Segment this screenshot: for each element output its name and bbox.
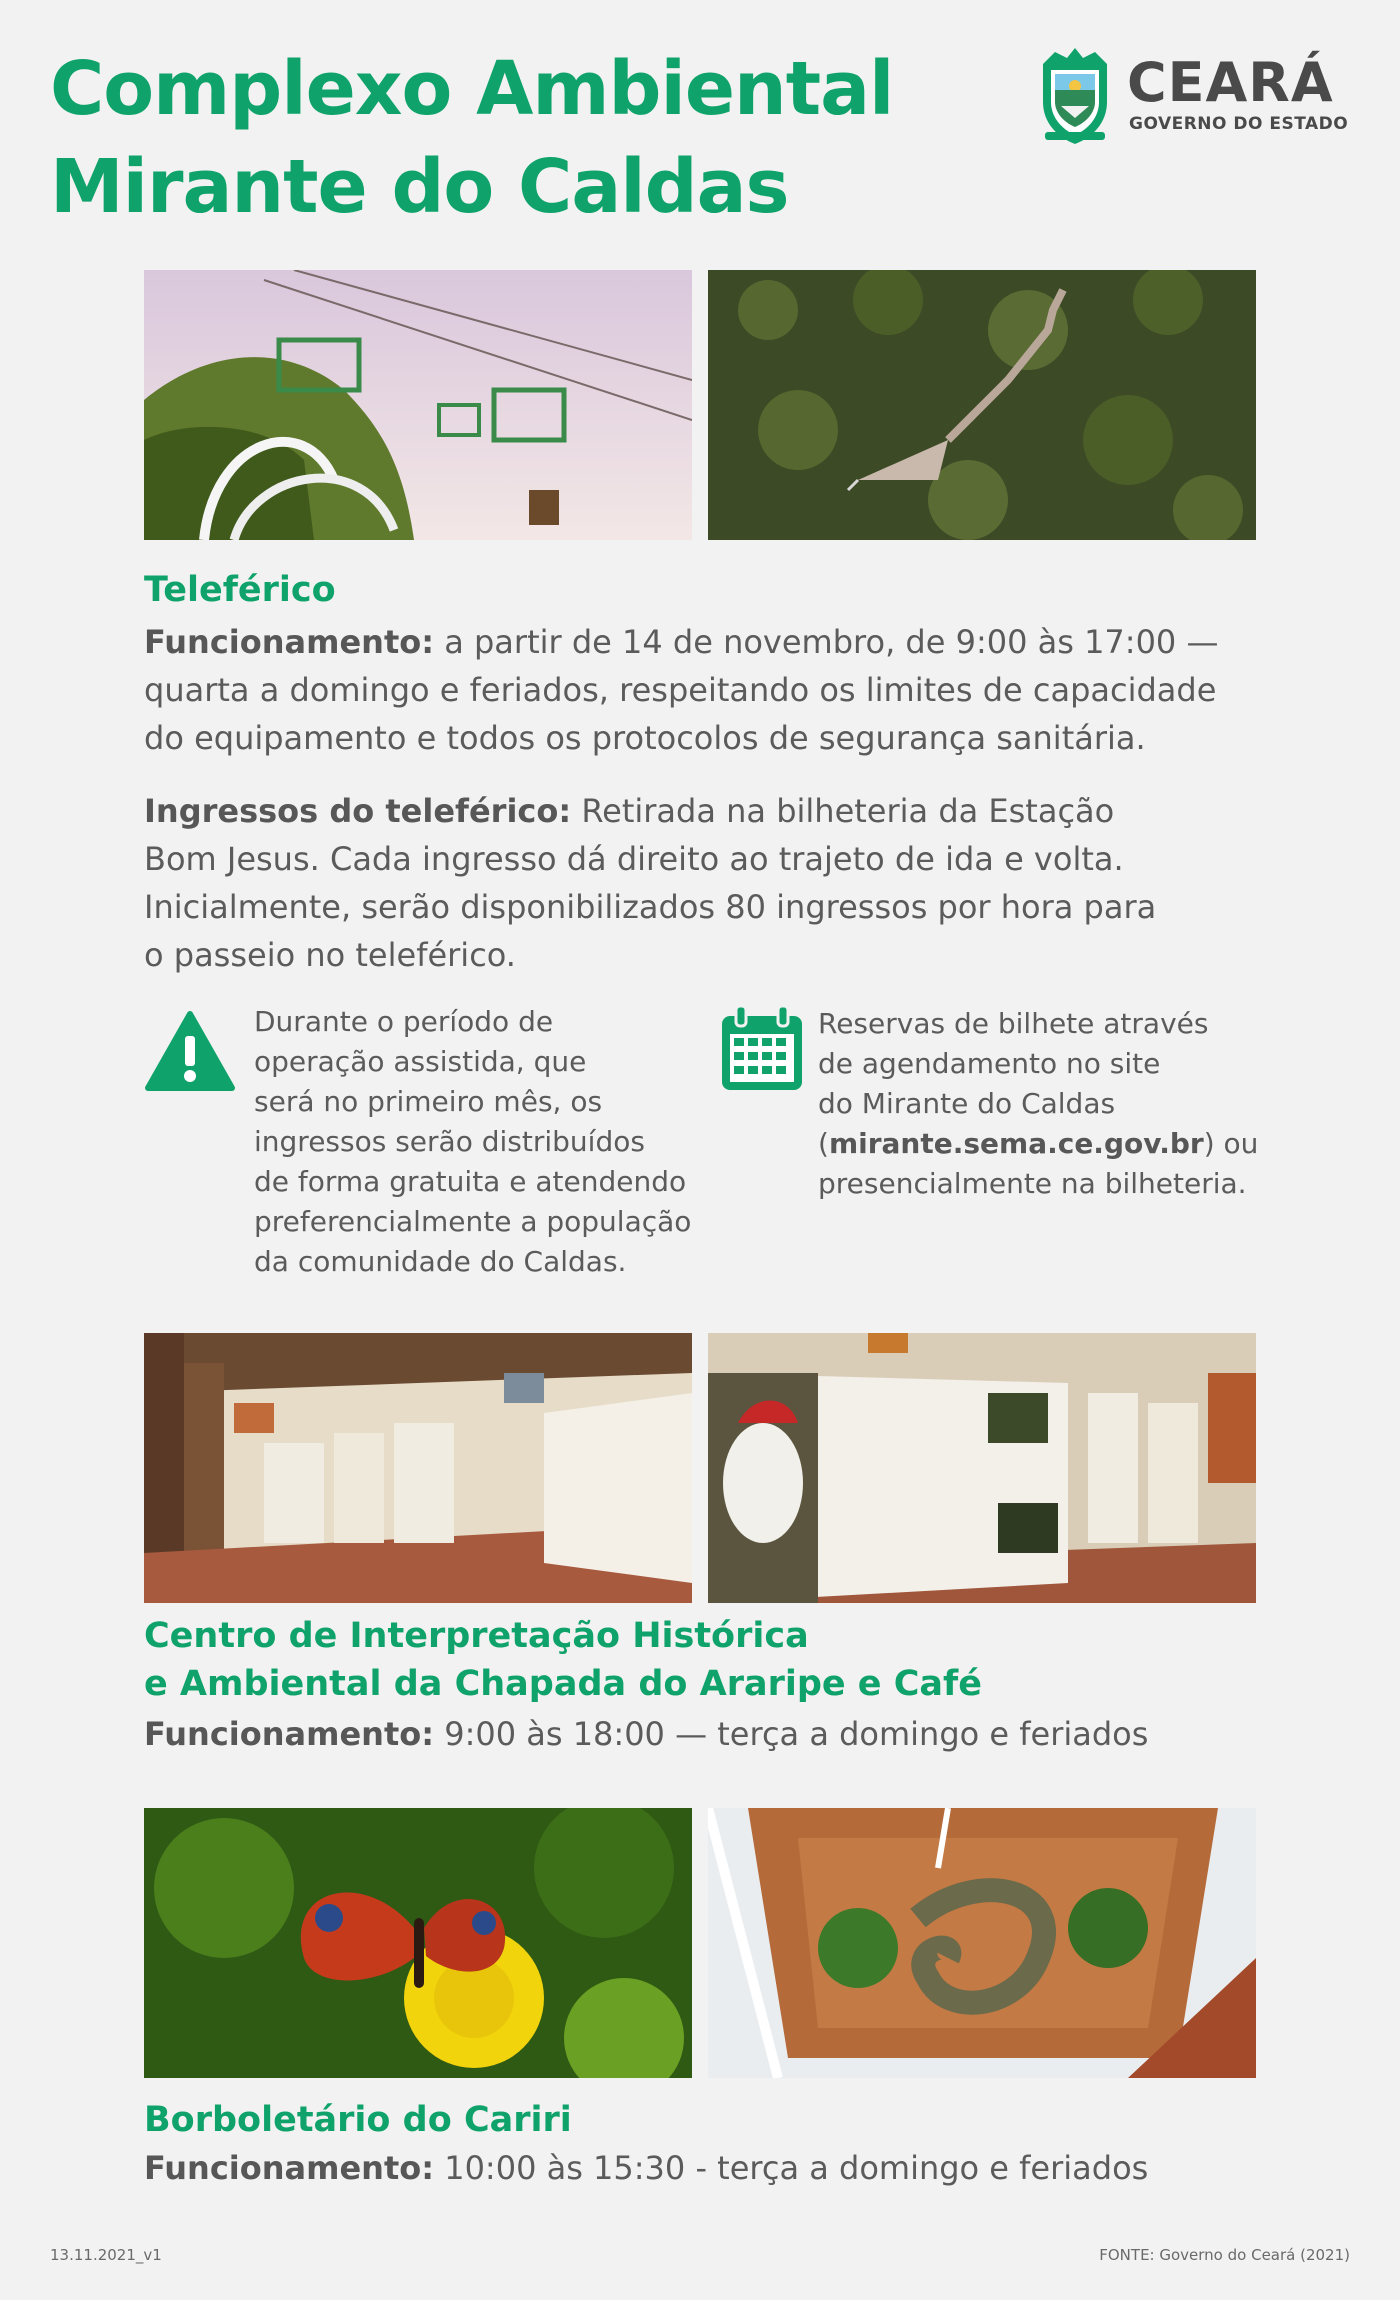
borboletario-title: Borboletário do Cariri xyxy=(144,2100,572,2140)
teleferico-title: Teleférico xyxy=(144,570,336,610)
warning-note-line-6: preferencialmente a população xyxy=(254,1205,692,1238)
teleferico-tickets-text-1: Retirada na bilheteria da Estação xyxy=(571,792,1115,830)
warning-note-line-2: operação assistida, que xyxy=(254,1045,587,1078)
butterfly-photo xyxy=(144,1808,692,2078)
borboletario-hours-text: 10:00 às 15:30 - terça a domingo e feriados xyxy=(434,2149,1149,2187)
logo-brand: CEARÁ xyxy=(1127,51,1334,114)
borboletario-hours-line xyxy=(144,2144,1264,2192)
centro-title-line-2: e Ambiental da Chapada do Araripe e Café xyxy=(144,1664,983,1704)
teleferico-tickets-line-3: Inicialmente, serão disponibilizados 80 ingressos por hora para xyxy=(144,888,1157,926)
warning-note-line-5: de forma gratuita e atendendo xyxy=(254,1165,687,1198)
warning-icon xyxy=(144,1010,236,1092)
reservation-note xyxy=(818,1004,1258,1204)
teleferico-tickets-line-1 xyxy=(144,787,1264,835)
teleferico-tickets-line-4: o passeio no teleférico. xyxy=(144,936,516,974)
page-title xyxy=(50,40,893,236)
warning-note-line-4: ingressos serão distribuídos xyxy=(254,1125,645,1158)
version-label: 13.11.2021_v1 xyxy=(50,2246,162,2264)
reservation-site-link[interactable]: mirante.sema.ce.gov.br xyxy=(828,1127,1204,1160)
reservation-note-line-3: do Mirante do Caldas xyxy=(818,1087,1116,1120)
centro-hours-label: Funcionamento: xyxy=(144,1715,435,1753)
teleferico-hours xyxy=(144,618,1264,762)
reservation-note-line-1: Reservas de bilhete através xyxy=(818,1007,1209,1040)
skywalk-aerial-photo xyxy=(708,270,1256,540)
borboletario-hours-label: Funcionamento: xyxy=(144,2149,435,2187)
source-label: FONTE: Governo do Ceará (2021) xyxy=(1099,2246,1350,2264)
ceara-coat-of-arms-icon xyxy=(1035,46,1115,146)
teleferico-tickets xyxy=(144,787,1264,979)
teleferico-hours-line-1 xyxy=(144,618,1264,666)
warning-note-line-7: da comunidade do Caldas. xyxy=(254,1245,627,1278)
warning-note-line-1: Durante o período de xyxy=(254,1005,554,1038)
ceara-logo xyxy=(1035,46,1355,150)
soldadinho-exhibit-photo xyxy=(708,1333,1256,1603)
reservation-note-line-5: presencialmente na bilheteria. xyxy=(818,1167,1247,1200)
borboletario-hours xyxy=(144,2144,1264,2192)
warning-note xyxy=(254,1002,691,1282)
teleferico-hours-text-1: a partir de 14 de novembro, de 9:00 às 17:00 — xyxy=(434,623,1219,661)
centro-hours-text: 9:00 às 18:00 — terça a domingo e feriados xyxy=(434,1715,1149,1753)
reservation-note-line-4 xyxy=(818,1124,1258,1164)
cable-car-photo xyxy=(144,270,692,540)
exhibition-hall-photo xyxy=(144,1333,692,1603)
reservation-open-paren: ( xyxy=(818,1127,829,1160)
reservation-close-paren: ) ou xyxy=(1203,1127,1259,1160)
teleferico-tickets-label: Ingressos do teleférico: xyxy=(144,792,572,830)
teleferico-tickets-line-2: Bom Jesus. Cada ingresso dá direito ao trajeto de ida e volta. xyxy=(144,840,1124,878)
butterfly-garden-photo xyxy=(708,1808,1256,2078)
centro-hours xyxy=(144,1710,1264,1758)
centro-title-line-1: Centro de Interpretação Histórica xyxy=(144,1616,809,1656)
page-title-line-2: Mirante do Caldas xyxy=(50,144,789,230)
teleferico-hours-line-3: do equipamento e todos os protocolos de segurança sanitária. xyxy=(144,719,1146,757)
calendar-icon xyxy=(720,1004,804,1092)
centro-hours-line xyxy=(144,1710,1264,1758)
logo-subtitle: GOVERNO DO ESTADO xyxy=(1129,114,1349,134)
reservation-note-line-2: de agendamento no site xyxy=(818,1047,1161,1080)
teleferico-hours-label: Funcionamento: xyxy=(144,623,435,661)
teleferico-hours-line-2: quarta a domingo e feriados, respeitando os limites de capacidade xyxy=(144,671,1217,709)
warning-note-line-3: será no primeiro mês, os xyxy=(254,1085,603,1118)
page-title-line-1: Complexo Ambiental xyxy=(50,46,894,132)
